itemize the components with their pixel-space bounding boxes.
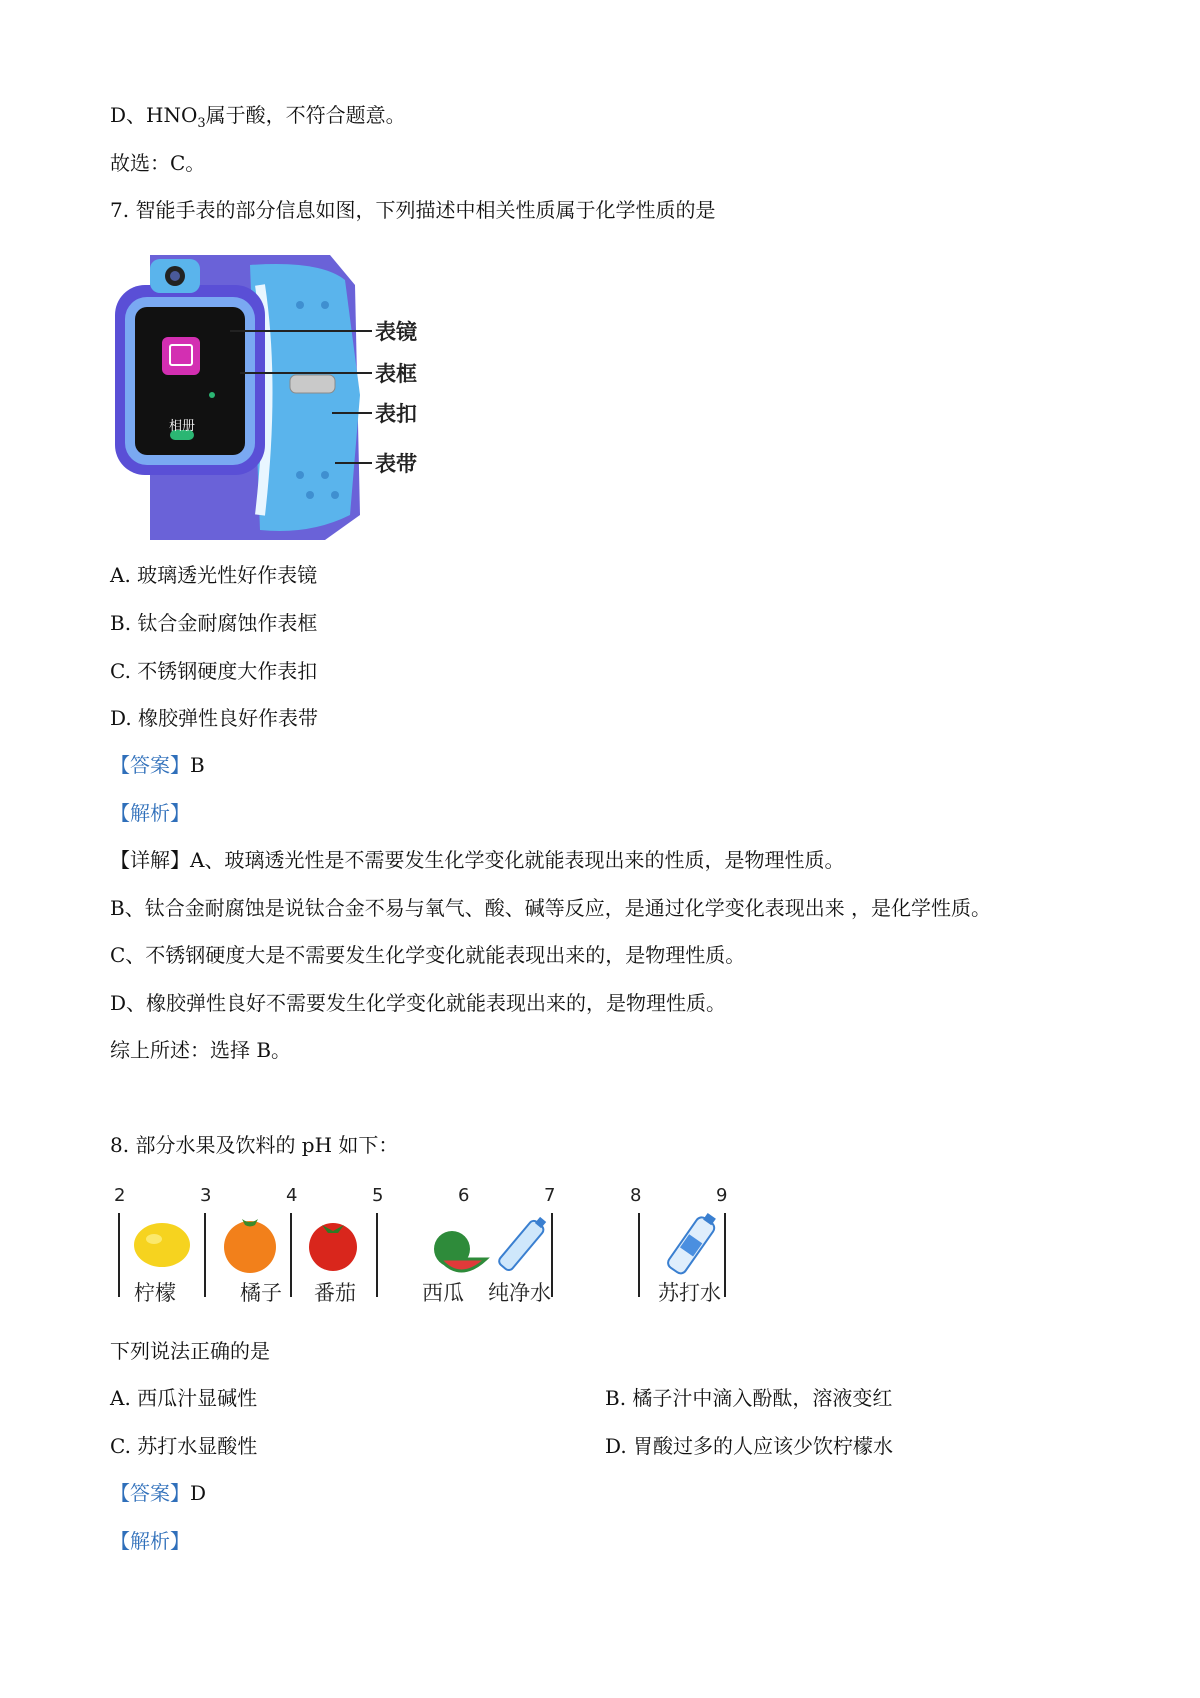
detail-a-text: A、玻璃透光性是不需要发生化学变化就能表现出来的性质，是物理性质。 <box>190 848 845 872</box>
q7-option-b: B. 钛合金耐腐蚀作表框 <box>110 611 318 635</box>
q7-detail-c: C、不锈钢硬度大是不需要发生化学变化就能表现出来的，是物理性质。 <box>110 943 746 967</box>
smartwatch-image <box>110 245 470 545</box>
line-suffix: 属于酸，不符合题意。 <box>205 103 406 127</box>
previous-answer-line <box>110 102 406 131</box>
q7-detail-d: D、橡胶弹性良好不需要发生化学变化就能表现出来的，是物理性质。 <box>110 991 727 1015</box>
q7-option-d: D. 橡胶弹性良好作表带 <box>110 706 319 730</box>
label-frame: 表框 <box>375 362 417 386</box>
label-strap: 表带 <box>375 452 417 476</box>
q8-analysis-label <box>110 1528 190 1554</box>
ph-tick: 3 <box>200 1185 212 1206</box>
watermelon-icon <box>434 1231 486 1271</box>
q7-detail-b: B、钛合金耐腐蚀是说钛合金不易与氧气、酸、碱等反应，是通过化学变化表现出来 ，是化学性质。 <box>110 896 992 920</box>
q7-summary: 综上所述：选择 B。 <box>110 1038 292 1062</box>
formula-subscript: 3 <box>197 116 206 131</box>
q7-analysis-label <box>110 800 190 826</box>
ph-tick: 4 <box>286 1185 298 1206</box>
q7-answer <box>110 752 205 778</box>
analysis-label: 【解析】 <box>110 801 190 825</box>
soda-bottle-icon <box>666 1211 720 1276</box>
label-buckle: 表扣 <box>375 402 417 426</box>
ph-items-illustration <box>110 1211 750 1281</box>
label-tomato: 番茄 <box>314 1281 356 1305</box>
label-soda-water: 苏打水 <box>658 1281 721 1305</box>
answer-label: 【答案】 <box>110 753 190 777</box>
q8-prompt: 下列说法正确的是 <box>110 1339 270 1363</box>
previous-conclusion: 故选：C。 <box>110 151 206 175</box>
q8-option-d: D. 胃酸过多的人应该少饮柠檬水 <box>605 1434 894 1458</box>
label-lemon: 柠檬 <box>134 1281 176 1305</box>
q8-answer <box>110 1480 206 1506</box>
q8-option-c: C. 苏打水显酸性 <box>110 1434 258 1458</box>
lemon-icon <box>134 1223 190 1267</box>
q7-detail-a <box>110 847 844 873</box>
question-8: 8. 部分水果及饮料的 pH 如下： <box>110 1133 399 1157</box>
tomato-icon <box>309 1223 357 1271</box>
detail-label: 【详解】 <box>110 848 190 872</box>
label-pure-water: 纯净水 <box>488 1281 551 1305</box>
q8-option-a: A. 西瓜汁显碱性 <box>110 1386 258 1410</box>
smartwatch-figure <box>110 245 470 545</box>
analysis-label: 【解析】 <box>110 1529 190 1553</box>
label-orange: 橘子 <box>240 1281 282 1305</box>
answer-label: 【答案】 <box>110 1481 190 1505</box>
question-7: 7. 智能手表的部分信息如图，下列描述中相关性质属于化学性质的是 <box>110 198 716 222</box>
q7-option-c: C. 不锈钢硬度大作表扣 <box>110 659 318 683</box>
ph-tick: 9 <box>716 1185 728 1206</box>
water-bottle-icon <box>497 1214 549 1272</box>
screen-app-label: 相册 <box>168 419 195 434</box>
formula-text: D、HNO <box>110 103 198 127</box>
ph-tick: 7 <box>544 1185 556 1206</box>
q7-option-a: A. 玻璃透光性好作表镜 <box>110 563 318 587</box>
label-lens: 表镜 <box>375 320 417 344</box>
answer-value: D <box>190 1481 207 1505</box>
ph-tick: 5 <box>372 1185 384 1206</box>
ph-tick: 2 <box>114 1185 126 1206</box>
ph-tick: 8 <box>630 1185 642 1206</box>
q8-option-b: B. 橘子汁中滴入酚酞，溶液变红 <box>605 1386 893 1410</box>
ph-scale-figure <box>110 1185 750 1315</box>
orange-icon <box>224 1219 276 1273</box>
ph-tick: 6 <box>458 1185 470 1206</box>
label-watermelon: 西瓜 <box>422 1281 464 1305</box>
answer-value: B <box>190 753 205 777</box>
